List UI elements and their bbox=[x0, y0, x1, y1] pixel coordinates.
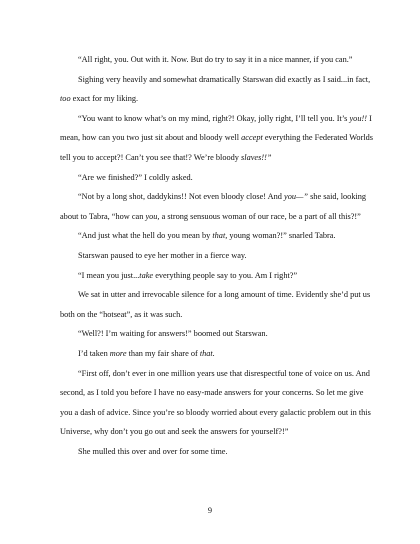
text-run: Starswan paused to eye her mother in a fierce way. bbox=[78, 250, 247, 260]
text-run: she said, looking about to Tabra, “how can bbox=[60, 192, 367, 221]
paragraph bbox=[60, 246, 374, 266]
body-text bbox=[60, 50, 374, 461]
paragraph bbox=[60, 285, 374, 324]
paragraph bbox=[60, 266, 374, 286]
paragraph bbox=[60, 70, 374, 109]
text-run: She mulled this over and over for some time. bbox=[78, 446, 228, 456]
text-run: We sat in utter and irrevocable silence for a long amount of time. Evidently she’d put us both on the “hotseat”, as it was such. bbox=[60, 290, 371, 319]
text-run: everything the Federated Worlds tell you to accept?! Can’t you see that!? We’re bloody bbox=[60, 133, 374, 162]
italic-text: you, bbox=[145, 211, 160, 221]
text-run: I’d taken bbox=[78, 348, 110, 358]
text-run: young woman?!” snarled Tabra. bbox=[227, 231, 336, 241]
text-run: “Well?! I’m waiting for answers!” boomed out Starswan. bbox=[78, 329, 268, 339]
italic-text: take bbox=[139, 270, 154, 280]
text-run: “Not by a long shot, daddykins!! Not even bloody close! And bbox=[78, 192, 285, 202]
paragraph bbox=[60, 324, 374, 344]
paragraph bbox=[60, 168, 374, 188]
paragraph bbox=[60, 226, 374, 246]
italic-text: that. bbox=[199, 348, 215, 358]
text-run: “You want to know what’s on my mind, right?! Okay, jolly right, I’ll tell you. It’s bbox=[78, 113, 350, 123]
text-run: a strong sensuous woman of our race, be a part of all this?!” bbox=[159, 211, 361, 221]
text-run: than my fair share of bbox=[126, 348, 200, 358]
text-run: everything people say to you. Am I right?” bbox=[153, 270, 298, 280]
text-run: I mean, how can you two just sit about and bloody well bbox=[60, 113, 372, 143]
italic-text: you—” bbox=[284, 192, 308, 202]
paragraph bbox=[60, 442, 374, 462]
italic-text: more bbox=[109, 348, 127, 358]
paragraph bbox=[60, 109, 374, 168]
paragraph bbox=[60, 187, 374, 226]
text-run: “Are we finished?” I coldly asked. bbox=[78, 172, 193, 182]
text-run: “I mean you just... bbox=[78, 270, 140, 280]
page-number: 9 bbox=[207, 506, 213, 515]
paragraph bbox=[60, 50, 374, 70]
italic-text: accept bbox=[241, 133, 263, 143]
italic-text: slaves!!” bbox=[241, 152, 272, 162]
italic-text: too bbox=[60, 94, 71, 104]
text-run: exact for my liking. bbox=[70, 94, 139, 104]
text-run: “All right, you. Out with it. Now. But do try to say it in a nice manner, if you can.” bbox=[78, 55, 353, 64]
paragraph bbox=[60, 364, 374, 442]
text-run: “First off, don’t ever in one million years use that disrespectful tone of voice on us. And second, as I told you before I have no easy-made answers for your concerns. So let me give you a dash of advice. Since you’re so bloody worried about every galactic problem out in this Universe, why don’t you go out and seek the answers for yourself?!” bbox=[60, 368, 371, 437]
italic-text: you!! bbox=[349, 113, 367, 123]
text-run: “And just what the hell do you mean by bbox=[78, 231, 213, 241]
italic-text: that, bbox=[212, 231, 228, 241]
paragraph bbox=[60, 344, 374, 364]
text-run: Sighing very heavily and somewhat dramatically Starswan did exactly as I said...in fact, bbox=[78, 74, 371, 84]
